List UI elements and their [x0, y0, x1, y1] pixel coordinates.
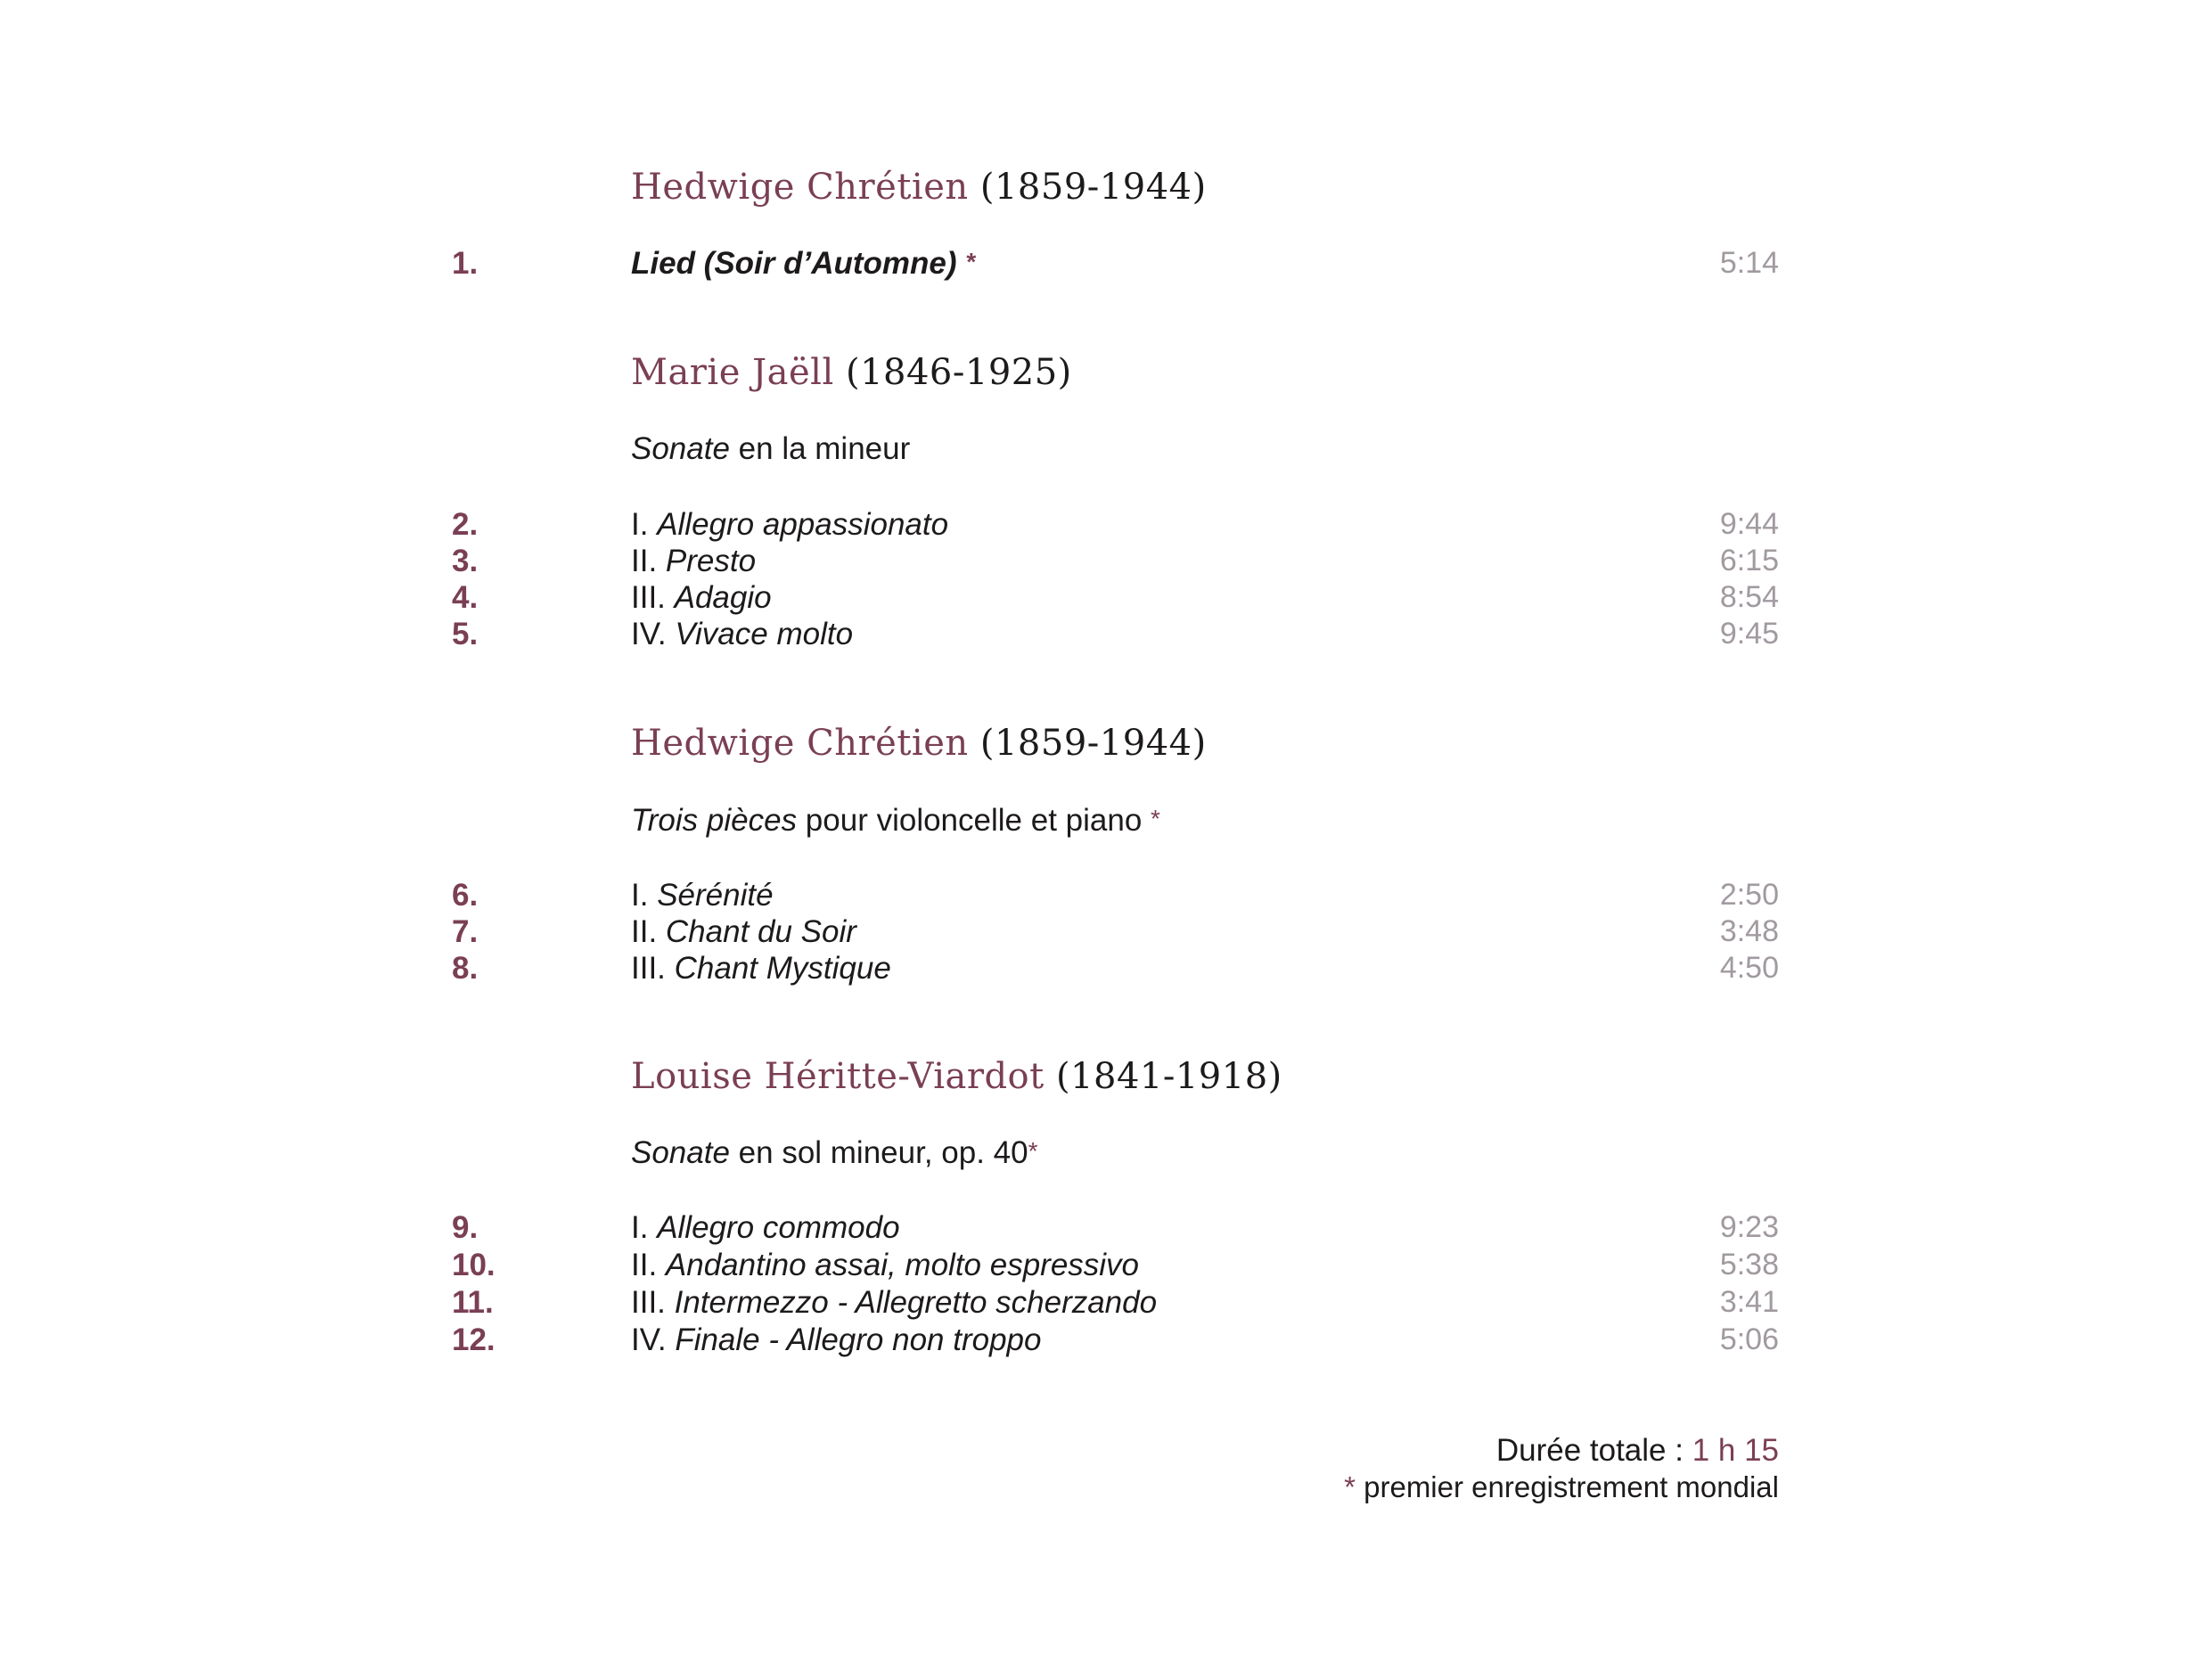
composer-heading	[631, 723, 1207, 764]
composer-heading	[631, 1056, 1282, 1097]
footnote	[1344, 1472, 1779, 1502]
composer-dates: (1841-1918)	[1055, 1056, 1282, 1097]
movement-title: Finale - Allegro non troppo	[675, 1322, 1042, 1357]
track-number: 2.	[452, 507, 479, 542]
first-recording-asterisk: *	[1028, 1137, 1038, 1165]
track-number: 1.	[452, 246, 479, 281]
work-title-italic: Trois pièces	[631, 803, 798, 838]
track-duration: 3:41	[1719, 1285, 1779, 1319]
movement-title: Chant du Soir	[665, 914, 856, 949]
movement-number: II.	[631, 544, 666, 578]
movement-title: Intermezzo - Allegretto scherzando	[674, 1285, 1158, 1320]
work-title-italic: Sonate	[631, 431, 730, 466]
movement-number: III.	[631, 951, 675, 986]
composer-dates: (1859-1944)	[979, 167, 1207, 208]
track-duration: 6:15	[1719, 544, 1779, 577]
movement-number: IV.	[631, 1322, 676, 1357]
track-title	[631, 1249, 1139, 1281]
work-title-rest: en la mineur	[729, 431, 911, 466]
movement-number: IV.	[631, 617, 676, 651]
work-title	[631, 805, 1160, 836]
track-duration: 9:23	[1719, 1210, 1779, 1244]
work-title	[631, 1137, 1038, 1168]
first-recording-asterisk: *	[965, 248, 976, 275]
movement-title: Vivace molto	[675, 617, 854, 651]
movement-title: Adagio	[674, 580, 772, 615]
track-duration: 8:54	[1719, 580, 1779, 614]
track-duration: 5:38	[1719, 1248, 1779, 1281]
movement-title: Allegro commodo	[657, 1210, 900, 1245]
work-title	[631, 433, 910, 464]
track-title	[631, 509, 948, 540]
track-title	[631, 880, 774, 911]
work-title-rest: en sol mineur, op. 40	[729, 1135, 1028, 1170]
track-title	[631, 916, 856, 947]
track-title	[631, 582, 772, 613]
track-number: 12.	[452, 1322, 496, 1357]
track-title	[631, 545, 756, 577]
track-duration: 5:14	[1719, 246, 1779, 280]
track-number: 3.	[452, 544, 479, 578]
movement-title: Presto	[665, 544, 757, 578]
track-title	[631, 618, 853, 650]
track-title	[631, 1212, 900, 1243]
total-duration-value: 1 h 15	[1692, 1433, 1779, 1468]
movement-number: II.	[631, 1248, 666, 1282]
track-duration: 5:06	[1719, 1322, 1779, 1356]
movement-number: III.	[631, 580, 675, 615]
composer-heading	[631, 167, 1207, 208]
work-title-rest: pour violoncelle et piano	[797, 803, 1151, 838]
track-title	[631, 1287, 1157, 1318]
track-title	[631, 1324, 1041, 1355]
footnote-text: premier enregistrement mondial	[1355, 1470, 1779, 1503]
track-duration: 3:48	[1719, 914, 1779, 948]
first-recording-asterisk: *	[1151, 805, 1160, 832]
track-number: 9.	[452, 1210, 479, 1245]
composer-name: Louise Héritte-Viardot	[631, 1056, 1045, 1097]
movement-number: I.	[631, 1210, 658, 1245]
track-number: 4.	[452, 580, 479, 615]
composer-name: Hedwige Chrétien	[631, 723, 969, 764]
movement-number: II.	[631, 914, 666, 949]
movement-title: Chant Mystique	[674, 951, 891, 986]
composer-dates: (1846-1925)	[845, 352, 1072, 393]
work-title-italic: Sonate	[631, 1135, 730, 1170]
movement-number: III.	[631, 1285, 675, 1320]
track-duration: 9:44	[1719, 507, 1779, 541]
track-number: 11.	[452, 1285, 494, 1320]
composer-dates: (1859-1944)	[979, 723, 1207, 764]
movement-title: Andantino assai, molto espressivo	[665, 1248, 1140, 1282]
track-title	[631, 953, 891, 984]
track-duration: 9:45	[1719, 617, 1779, 651]
track-title-text: Lied (Soir d’Automne)	[631, 246, 957, 281]
composer-name: Hedwige Chrétien	[631, 167, 969, 208]
total-duration	[1496, 1435, 1779, 1466]
movement-title: Sérénité	[657, 878, 774, 913]
movement-number: I.	[631, 878, 658, 913]
track-number: 5.	[452, 617, 479, 651]
track-number: 8.	[452, 951, 479, 986]
track-number: 7.	[452, 914, 479, 949]
track-number: 10.	[452, 1248, 496, 1282]
track-duration: 4:50	[1719, 951, 1779, 985]
track-title	[631, 248, 975, 279]
movement-title: Allegro appassionato	[657, 507, 949, 542]
movement-number: I.	[631, 507, 658, 542]
track-number: 6.	[452, 878, 479, 913]
track-duration: 2:50	[1719, 878, 1779, 912]
total-duration-label: Durée totale :	[1495, 1433, 1692, 1468]
composer-name: Marie Jaëll	[631, 352, 834, 393]
footnote-asterisk: *	[1344, 1470, 1356, 1503]
composer-heading	[631, 352, 1072, 393]
